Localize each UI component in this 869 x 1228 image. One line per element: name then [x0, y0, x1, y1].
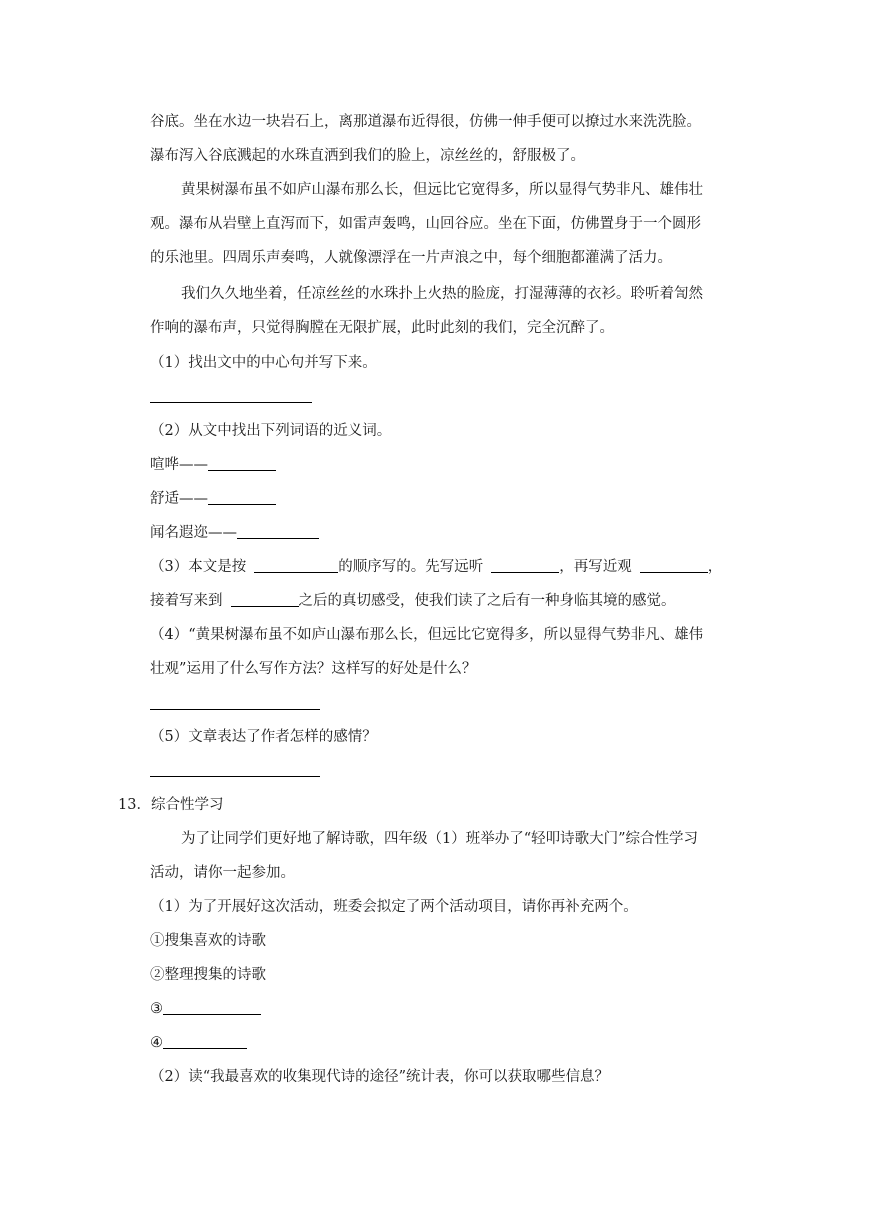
passage-line: 我们久久地坐着，任凉丝丝的水珠扑上火热的脸庞，打湿薄薄的衣衫。聆听着訇然: [181, 286, 703, 302]
activity-marker: ④: [150, 1035, 163, 1051]
passage-line: 的乐池里。四周乐声奏鸣，人就像漂浮在一片声浪之中，每个细胞都灌满了活力。: [150, 250, 672, 266]
synonym-row: [150, 523, 319, 543]
answer-blank[interactable]: [237, 524, 319, 539]
section-intro: 活动，请你一起参加。: [150, 865, 295, 881]
section-question-2: （2）读“我最喜欢的收集现代诗的途径”统计表，你可以获取哪些信息？: [150, 1069, 610, 1085]
answer-blank-order[interactable]: [254, 558, 338, 573]
question-3-text: 的顺序写的。先写远听: [338, 559, 484, 575]
activity-item-blank: [150, 1033, 247, 1053]
synonym-word: 闻名遐迩——: [150, 525, 237, 541]
question-2: （2）从文中找出下列词语的近义词。: [150, 423, 392, 439]
question-3-text: 接着写来到: [150, 593, 223, 609]
answer-blank-near[interactable]: [640, 558, 708, 573]
section-question-1: （1）为了开展好这次活动，班委会拟定了两个活动项目，请你再补充两个。: [150, 899, 638, 915]
question-3-text: （3）本文是按: [150, 559, 247, 575]
synonym-word: 喧哗——: [150, 457, 208, 473]
question-5: （5）文章表达了作者怎样的感情？: [150, 729, 377, 745]
answer-line-q5[interactable]: [150, 776, 320, 777]
question-3-text: ，再写近观: [559, 559, 632, 575]
passage-line: 观。瀑布从岩壁上直泻而下，如雷声轰鸣，山回谷应。坐在下面，仿佛置身于一个圆形: [150, 216, 701, 232]
answer-blank-far[interactable]: [491, 558, 559, 573]
section-heading: 13．综合性学习: [118, 797, 224, 813]
answer-blank-item4[interactable]: [163, 1034, 247, 1049]
question-3-text: 之后的真切感受，使我们读了之后有一种身临其境的感觉。: [298, 593, 676, 609]
section-intro: 为了让同学们更好地了解诗歌，四年级（1）班举办了“轻叩诗歌大门”综合性学习: [181, 831, 699, 847]
activity-item-blank: [150, 999, 261, 1019]
activity-marker: ③: [150, 1001, 163, 1017]
answer-line-q1[interactable]: [150, 402, 312, 403]
question-4-line2: 壮观”运用了什么写作方法？这样写的好处是什么？: [150, 661, 477, 677]
question-3-line1: [150, 557, 722, 577]
question-4-line1: （4）“黄果树瀑布虽不如庐山瀑布那么长，但远比它宽得多，所以显得气势非凡、雄伟: [150, 627, 704, 643]
passage-line: 作响的瀑布声，只觉得胸膛在无限扩展，此时此刻的我们，完全沉醉了。: [150, 320, 614, 336]
question-3-text: ，: [707, 559, 723, 575]
question-1: （1）找出文中的中心句并写下来。: [150, 355, 377, 371]
passage-line: 黄果树瀑布虽不如庐山瀑布那么长，但远比它宽得多，所以显得气势非凡、雄伟壮: [181, 182, 703, 198]
answer-blank[interactable]: [208, 490, 276, 505]
synonym-row: [150, 455, 276, 475]
answer-line-q4[interactable]: [150, 709, 320, 710]
passage-line: 谷底。坐在水边一块岩石上，离那道瀑布近得很，仿佛一伸手便可以撩过水来洗洗脸。: [150, 114, 701, 130]
activity-item: ①搜集喜欢的诗歌: [150, 933, 266, 949]
answer-blank[interactable]: [208, 456, 276, 471]
activity-item: ②整理搜集的诗歌: [150, 967, 266, 983]
passage-line: 瀑布泻入谷底溅起的水珠直洒到我们的脸上，凉丝丝的，舒服极了。: [150, 148, 585, 164]
answer-blank-place[interactable]: [231, 592, 299, 607]
question-3-line2: [150, 591, 676, 611]
answer-blank-item3[interactable]: [163, 1000, 261, 1015]
synonym-row: [150, 489, 276, 509]
synonym-word: 舒适——: [150, 491, 208, 507]
